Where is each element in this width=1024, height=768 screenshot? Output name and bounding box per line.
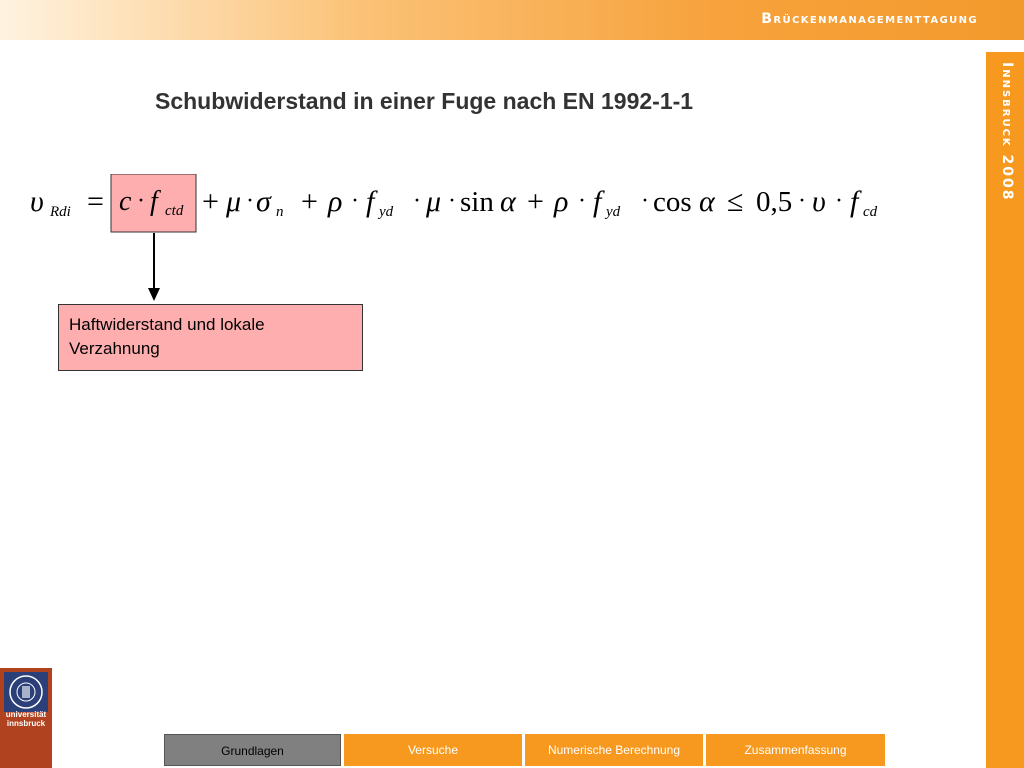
- svg-text:0,5: 0,5: [756, 186, 793, 218]
- side-title: Innsbruck 2008: [999, 62, 1015, 202]
- svg-text:≤: ≤: [727, 185, 744, 218]
- svg-text:υ: υ: [812, 185, 826, 218]
- shear-formula: [30, 174, 930, 234]
- arrow-down-icon: [145, 233, 165, 303]
- svg-text:Rdi: Rdi: [50, 204, 71, 220]
- svg-text:α: α: [500, 185, 516, 218]
- university-logo: [0, 668, 52, 768]
- svg-text:f: f: [150, 186, 158, 217]
- university-seal-icon: [4, 672, 48, 712]
- svg-text:μ: μ: [426, 185, 442, 218]
- svg-text:·: ·: [798, 188, 806, 214]
- slide-title: Schubwiderstand in einer Fuge nach EN 1992-1-1: [155, 88, 694, 114]
- svg-text:yd: yd: [606, 204, 621, 220]
- svg-text:·: ·: [137, 188, 145, 214]
- svg-text:ρ: ρ: [328, 185, 343, 218]
- svg-text:σ: σ: [256, 185, 271, 218]
- svg-text:c: c: [119, 186, 132, 217]
- svg-text:ctd: ctd: [165, 203, 184, 219]
- svg-text:·: ·: [351, 188, 359, 214]
- adhesion-description-box: Haftwiderstand und lokale Verzahnung: [58, 304, 363, 371]
- svg-text:·: ·: [835, 188, 843, 214]
- svg-text:cd: cd: [863, 204, 878, 220]
- nav-tab-numerische-berechnung[interactable]: Numerische Berechnung: [525, 734, 703, 766]
- nav-tab-grundlagen[interactable]: Grundlagen: [164, 734, 341, 766]
- svg-text:·: ·: [413, 188, 421, 214]
- nav-tab-versuche[interactable]: Versuche: [344, 734, 522, 766]
- header-title: Brückenmanagementtagung: [761, 11, 978, 27]
- svg-text:·: ·: [246, 188, 254, 214]
- svg-text:ρ: ρ: [554, 185, 569, 218]
- svg-text:=: =: [87, 185, 104, 218]
- logo-line-2: innsbruck: [6, 719, 46, 728]
- svg-text:f: f: [850, 185, 859, 218]
- svg-text:μ: μ: [226, 185, 242, 218]
- svg-text:cos: cos: [653, 186, 692, 218]
- svg-text:·: ·: [578, 188, 586, 214]
- svg-text:f: f: [593, 185, 602, 218]
- university-name: [0, 710, 52, 728]
- svg-text:+: +: [202, 185, 219, 218]
- nav-tab-zusammenfassung[interactable]: Zusammenfassung: [706, 734, 885, 766]
- svg-text:υ: υ: [30, 185, 44, 218]
- svg-text:·: ·: [448, 188, 456, 214]
- svg-text:sin: sin: [460, 186, 494, 218]
- svg-text:f: f: [366, 185, 375, 218]
- svg-text:yd: yd: [379, 204, 394, 220]
- svg-text:+: +: [301, 185, 318, 218]
- svg-text:n: n: [276, 204, 284, 220]
- logo-line-1: universität: [5, 710, 47, 719]
- svg-text:α: α: [699, 185, 715, 218]
- svg-text:·: ·: [641, 188, 649, 214]
- svg-text:+: +: [527, 185, 544, 218]
